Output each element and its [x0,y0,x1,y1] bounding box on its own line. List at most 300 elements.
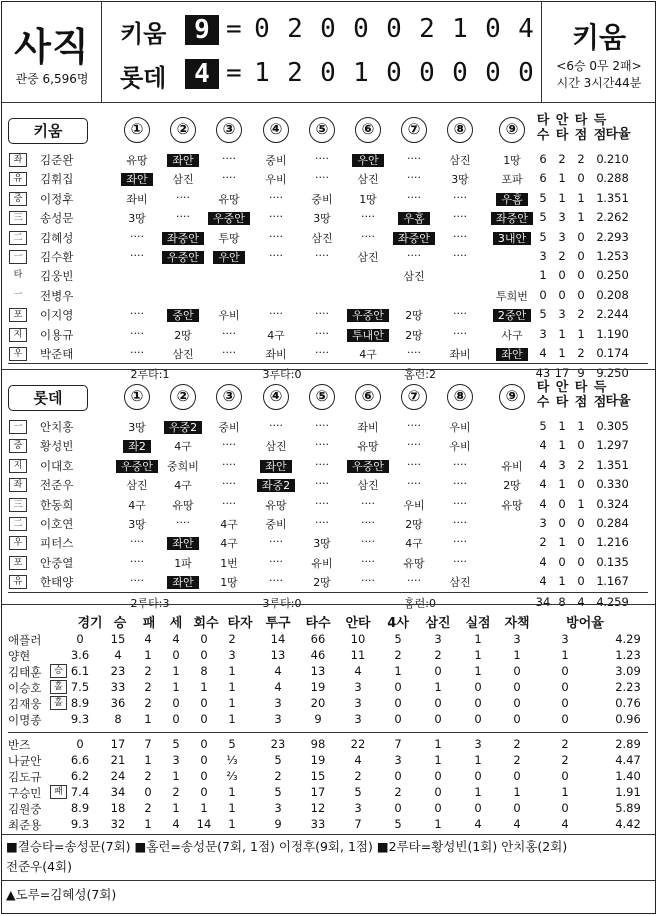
stat-header-char: 안 [555,380,569,395]
stat-header-char: 타 [574,380,588,395]
pitcher-stat: 2 [561,737,569,751]
at-bat-text: ···· [130,535,144,549]
score-team-name: 키움 [120,20,167,48]
pitcher-stat: 8.9 [70,696,90,710]
at-bat-text: 3땅 [128,518,146,531]
at-bat-text: ···· [222,326,236,340]
at-bat-text: 좌중2 [257,479,295,492]
pitcher-stat: 1 [172,801,180,815]
pitcher-stat: 0 [172,648,180,662]
batter-avg: .288 [603,171,629,186]
at-bat-text: ···· [315,438,329,452]
pitcher-stat: 2 [144,696,152,710]
at-bat-text: ···· [222,346,236,359]
position-badge: 一 [9,250,27,264]
batter-stat: 0 [577,438,585,453]
pitcher-name: 애플러 [8,633,42,647]
batter-name: 송성문 [40,211,74,226]
at-bat-text: 4구 [359,348,377,361]
team-total-stat: 9 [577,366,585,381]
at-bat-text: 유땅 [357,440,379,454]
avg-header: 타율 [605,394,631,409]
batter-stat: 1 [558,477,566,492]
at-bat-text: ···· [453,326,467,340]
batter-row [0,189,658,208]
position-badge: 三 [9,498,27,512]
team-total-stat: 17 [554,366,570,381]
pitcher-stat: 4.42 [615,817,641,831]
stat-header-char: 점 [574,128,588,143]
at-bat-text: ···· [315,326,329,340]
pitcher-stat: 0.96 [615,712,641,726]
at-bat-text: ···· [315,152,329,165]
at-bat-text: ···· [407,438,421,452]
batter-stat: 0 [577,477,585,492]
at-bat-text: ···· [130,346,144,359]
at-bat-text: ···· [407,249,421,262]
at-bat-text: ···· [176,190,190,204]
decision-badge: 홀 [50,696,67,710]
pitcher-name: 구승민 [8,786,42,800]
batter-stat: 1 [596,535,604,550]
at-bat-text: 1번 [220,556,238,570]
stat-header-char: 득 [593,113,607,128]
at-bat-text: 좌중안 [491,212,533,225]
stat-header-char: 수 [536,395,550,410]
batter-avg: .351 [603,190,629,205]
batter-stat: 1 [558,535,566,550]
at-bat-text: 4구 [174,440,192,454]
pitcher-stat: 0 [144,785,152,799]
batter-stat: 5 [539,229,547,244]
pitcher-stat: 0 [561,680,569,694]
stat-header [553,380,571,410]
pitcher-stat: 3 [354,680,362,694]
pitcher-stat: 19 [310,680,326,694]
at-bat-text: ···· [315,419,329,432]
at-bat-text: 좌비 [449,348,471,361]
inning-score: 0 [254,14,270,44]
batter-stat: 1 [577,190,585,205]
inning-score: 0 [485,58,501,88]
pitcher-stat: 34 [110,785,126,799]
batter-name: 이용규 [40,327,74,342]
pitcher-stat: 0 [434,801,442,815]
pitcher-name: 김재웅 [8,697,42,711]
at-bat-text: 우중안 [116,460,158,473]
batter-stat: 0 [577,535,585,550]
pitcher-stat: 3 [228,648,236,662]
pitcher-stat: 21 [110,753,126,767]
batter-avg: .284 [603,516,629,530]
at-bat-text: 2땅 [503,479,521,493]
pitcher-stat: 1 [474,753,482,767]
batter-row [0,436,658,455]
at-bat-text: 우안 [352,154,383,167]
batter-stat: 3 [558,457,566,472]
at-bat-text: 3땅 [451,173,469,187]
inning-score: 0 [485,14,501,44]
pitcher-stat: 0 [434,696,442,710]
batter-row [0,553,658,572]
pitcher-stat: 17 [310,785,326,799]
at-bat-text: 좌중안 [393,232,435,245]
pitcher-stat: 0 [434,785,442,799]
at-bat-text: 삼진 [265,440,287,454]
pitcher-stat: 1.23 [615,648,641,662]
pitcher-stat: 0 [434,769,442,783]
pitcher-row [0,648,658,664]
pitcher-stat: 17 [110,737,126,751]
pitcher-stat: 3 [274,801,282,815]
batter-stat: 0 [577,171,585,186]
pitcher-stat: 1 [144,753,152,767]
at-bat-result [384,268,444,284]
stat-header-char: 수 [536,128,550,143]
batter-stat: 0 [577,287,585,302]
team-label: 키움 [8,118,88,144]
pitcher-stat: 1 [434,680,442,694]
stat-header-char: 타 [574,113,588,128]
team-total-stat: 9 [596,366,604,381]
pitcher-stat: 2 [144,769,152,783]
pitcher-stat: 0 [200,785,208,799]
inning-score: 0 [518,58,534,88]
pitcher-stat: 0 [394,712,402,726]
at-bat-text: ···· [453,190,467,204]
batter-name: 황성빈 [40,439,74,454]
pitcher-name: 김원중 [8,802,42,816]
pitcher-stat: 12 [310,801,326,815]
pitcher-stat: 3 [474,737,482,751]
at-bat-text: ···· [222,496,236,510]
stat-header-char: 타 [536,113,550,128]
stat-header [572,380,590,410]
at-bat-text: 투희번 [496,289,528,303]
at-bat-text: 4구 [128,498,146,512]
pitcher-stat: 1 [144,712,152,726]
pitcher-stat: 15 [110,632,126,646]
pitcher-stat: 22 [350,737,366,751]
at-bat-text: 좌안 [167,537,198,550]
at-bat-text: ···· [361,574,375,588]
at-bat-text: 삼진 [357,251,379,264]
at-bat-text: ···· [222,152,236,165]
pitcher-stat: 1 [228,664,236,678]
at-bat-text: ···· [130,249,144,262]
pitcher-name: 반즈 [8,738,31,752]
batter-avg: .174 [603,346,629,360]
batter-avg: .297 [603,438,629,453]
pitching-header: 안타 [345,616,371,631]
pitcher-stat: 9.3 [70,817,90,831]
batter-row [0,475,658,494]
at-bat-text: ···· [453,307,467,321]
pitcher-stat: 1 [228,817,236,831]
pitcher-stat: 5 [274,785,282,799]
batter-avg: .190 [603,326,629,341]
at-bat-text: 투땅 [218,231,240,245]
pitcher-stat: 1 [200,680,208,694]
batter-row [0,514,658,533]
inning-score: 0 [320,14,336,44]
inning-header: ⑤ [309,117,335,143]
doubles-count: 2루타:1 [130,368,170,382]
at-bat-result [430,438,490,454]
at-bat-text: ···· [269,574,283,588]
batter-avg: .210 [603,152,629,166]
batter-stat: 0 [577,268,585,283]
at-bat-text: ···· [176,516,190,529]
pitcher-stat: 9.3 [70,712,90,726]
pitcher-stat: 0 [200,712,208,726]
batter-stat: 2 [596,210,604,225]
at-bat-text: 좌안 [121,173,152,186]
inning-header: ⑧ [447,384,473,410]
pitcher-stat: 0 [561,664,569,678]
stat-header-char: 점 [574,395,588,410]
batter-row [0,325,658,344]
pitcher-stat: 1 [228,696,236,710]
pitcher-stat: 1 [434,737,442,751]
pitcher-stat: 1 [513,785,521,799]
at-bat-text: 좌2 [123,440,151,453]
at-bat-text: ···· [222,438,236,452]
batter-stat: 0 [596,346,604,360]
pitcher-stat: 0 [561,712,569,726]
at-bat-text: 삼진 [403,270,425,284]
inning-header: ② [170,117,196,143]
pitcher-stat: 0 [474,712,482,726]
batter-stat: 1 [596,326,604,341]
at-bat-text: 2땅 [313,576,331,590]
pitcher-stat: 7.4 [70,785,90,799]
pitcher-stat: 0 [561,696,569,710]
pitcher-stat: 7 [144,737,152,751]
stat-header [553,113,571,143]
batter-stat: 1 [558,326,566,341]
inning-score: 0 [386,14,402,44]
pitcher-name: 나균안 [8,754,42,768]
pitcher-stat: 4 [354,664,362,678]
at-bat-text: ···· [361,229,375,243]
at-bat-text: 투내안 [347,329,389,342]
pitcher-row [0,632,658,648]
at-bat-result [430,346,490,362]
pitching-divider [8,732,648,733]
inning-header: ⑨ [499,117,525,143]
batter-row [0,572,658,591]
at-bat-text: ···· [453,249,467,262]
batter-stat: 4 [539,554,547,569]
batter-stat: 4 [539,477,547,492]
at-bat-text: 우안 [213,251,244,264]
at-bat-text: 우홈 [398,212,429,225]
stat-header-char: 안 [555,113,569,128]
batter-stat: 1 [596,574,604,589]
pitcher-stat: 0 [200,769,208,783]
at-bat-text: ···· [361,496,375,510]
team-total-stat: 4 [596,594,604,609]
pitcher-row [0,680,658,696]
batter-avg: .324 [603,496,629,511]
pitcher-stat: 0 [474,696,482,710]
batter-stat: 3 [558,229,566,244]
at-bat-text: ···· [130,307,144,321]
stat-header-char: 타 [536,380,550,395]
inning-header: ③ [216,117,242,143]
pitcher-stat: 0 [200,737,208,751]
pitcher-stat: 36 [110,696,126,710]
batter-row [0,495,658,514]
stat-header-char: 타 [555,395,569,410]
batter-row [0,266,658,285]
pitcher-stat: 1 [228,801,236,815]
pitcher-stat: 2 [394,648,402,662]
team-total-stat: 43 [535,366,551,381]
batter-avg: .250 [603,268,629,283]
pitcher-stat: 1 [434,753,442,767]
pitcher-row [0,712,658,728]
pitcher-stat: 4 [172,632,180,646]
batter-stat: 4 [539,346,547,360]
pitcher-stat: 15 [310,769,326,783]
pitcher-name: 최준용 [8,818,42,832]
batter-stat: 0 [577,516,585,530]
batter-stat: 2 [558,152,566,166]
inning-score: 1 [353,58,369,88]
team-avg: .259 [603,594,629,609]
at-bat-text: 2땅 [405,518,423,531]
pitcher-stat: 0 [513,801,521,815]
pitcher-stat: 0 [434,712,442,726]
pitcher-stat: 2 [228,632,236,646]
at-bat-result [430,327,490,340]
at-bat-text: 좌안 [167,576,198,589]
pitcher-stat: 10 [350,632,366,646]
pitcher-stat: 5 [274,753,282,767]
inning-score: 2 [419,14,435,44]
at-bat-text: 우중2 [164,421,202,434]
pitcher-stat: 20 [310,696,326,710]
pitcher-stat: 0 [200,696,208,710]
at-bat-text: 우중안 [162,251,204,264]
pitcher-stat: 3 [561,632,569,646]
pitcher-stat: 23 [270,737,286,751]
at-bat-text: ···· [269,535,283,549]
pitcher-stat: 1 [200,801,208,815]
pitcher-stat: 9 [314,712,322,726]
stat-header-char: 타 [555,128,569,143]
pitcher-stat: 4 [561,817,569,831]
position-badge: 유 [9,172,27,186]
inning-score: 0 [452,58,468,88]
pitcher-stat: 1 [172,664,180,678]
position-badge: 지 [9,459,27,473]
batter-stat: 1 [596,190,604,205]
decision-badge: 승 [50,664,67,678]
batter-stat: 3 [539,326,547,341]
batter-stat: 6 [539,152,547,166]
at-bat-text: ···· [453,457,467,471]
at-bat-text: 2중안 [493,309,531,322]
pitching-header: 타자 [227,616,253,631]
pitcher-stat: 23 [110,664,126,678]
at-bat-text: 우중안 [208,212,250,225]
at-bat-text: 삼진 [357,173,379,187]
pitcher-stat: 6.2 [70,769,90,783]
pitcher-name: 이승호 [8,681,42,695]
team-record: <6승 0무 2패> [556,59,642,73]
at-bat-result [430,191,490,204]
at-bat-text: ···· [269,190,283,204]
at-bat-text: ···· [130,229,144,243]
batter-stat: 4 [539,574,547,589]
batter-row [0,533,658,552]
pitcher-stat: 19 [310,753,326,767]
batter-stat: 0 [596,171,604,186]
at-bat-text: ···· [453,229,467,243]
batter-stat: 0 [596,554,604,569]
pitcher-stat: 2 [144,801,152,815]
at-bat-result [430,555,490,568]
batter-name: 피터스 [40,536,74,551]
at-bat-text: ···· [176,210,190,224]
at-bat-text: 1땅 [503,154,521,167]
batter-name: 이호연 [40,517,74,531]
pitcher-stat: 1 [561,785,569,799]
pitcher-stat: 6.6 [70,753,90,767]
at-bat-text: 유땅 [218,192,240,206]
pitcher-stat: 2.89 [615,737,641,751]
pitcher-stat: 13 [270,648,286,662]
batter-stat: 1 [558,346,566,360]
pitching-header: 회수 [193,616,219,631]
pitcher-stat: 1 [561,648,569,662]
inning-header: ⑦ [401,117,427,143]
pitcher-stat: 3 [274,712,282,726]
at-bat-text: 4구 [220,537,238,551]
pitcher-stat: 0 [172,712,180,726]
batter-stat: 1 [577,210,585,225]
batter-stat: 0 [558,287,566,302]
at-bat-text: ···· [269,307,283,321]
at-bat-result [430,535,490,548]
batter-name: 전병우 [40,288,74,303]
at-bat-text: ···· [407,152,421,165]
score-total: 9 [185,15,219,45]
batter-stat: 1 [558,171,566,186]
pitcher-stat: 0 [513,769,521,783]
at-bat-text: ···· [361,210,375,224]
at-bat-result [430,419,490,435]
inning-header: ④ [263,384,289,410]
batter-stat: 2 [577,346,585,360]
triples-count: 3루타:0 [262,596,302,610]
batter-name: 김웅빈 [40,269,74,284]
batter-stat: 0 [596,287,604,302]
winner-box [541,2,655,102]
at-bat-text: ···· [315,307,329,321]
triples-count: 3루타:0 [262,368,302,382]
batter-stat: 1 [577,419,585,433]
position-badge: 一 [13,289,23,300]
pitcher-stat: 2 [172,785,180,799]
pitching-header: 삼진 [425,616,451,631]
pitcher-stat: 5 [394,817,402,831]
batter-name: 이대호 [40,458,74,473]
pitcher-stat: 0 [200,753,208,767]
